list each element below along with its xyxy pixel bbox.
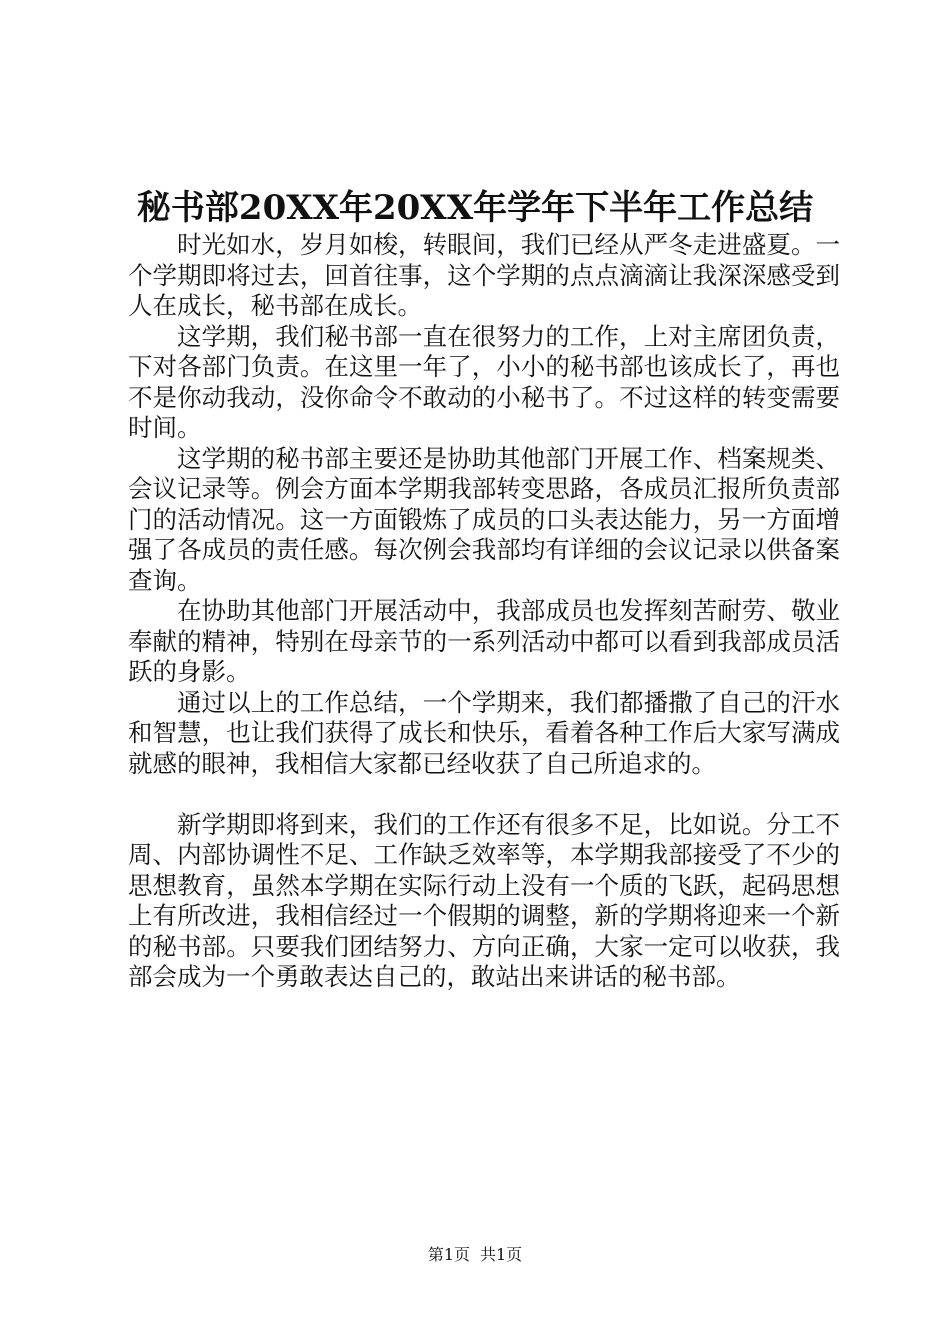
document-title: 秘书部20XX年20XX年学年下半年工作总结 bbox=[136, 188, 814, 228]
paragraph-4: 在协助其他部门开展活动中，我部成员也发挥刻苦耐劳、敬业奉献的精神，特别在母亲节的一系列活动中都可以看到我部成员活跃的身影。 bbox=[128, 596, 840, 686]
document-body bbox=[128, 230, 840, 993]
page-footer bbox=[0, 1244, 950, 1266]
page-number-total: 共1页 bbox=[480, 1245, 523, 1264]
paragraph-6: 新学期即将到来，我们的工作还有很多不足，比如说。分工不周、内部协调性不足、工作缺乏效率等，本学期我部接受了不少的思想教育，虽然本学期在实际行动上没有一个质的飞跃，起码思想上有所改进，我相信经过一个假期的调整，新的学期将迎来一个新的秘书部。只要我们团结努力、方向正确，大家一定可以收获，我部会成为一个勇敢表达自己的，敢站出来讲话的秘书部。 bbox=[128, 809, 840, 991]
page-number-current: 第1页 bbox=[427, 1245, 470, 1264]
paragraph-5: 通过以上的工作总结，一个学期来，我们都播撒了自己的汗水和智慧，也让我们获得了成长和快乐，看着各种工作后大家写满成就感的眼神，我相信大家都已经收获了自己所追求的。 bbox=[128, 687, 840, 778]
paragraph-2: 这学期，我们秘书部一直在很努力的工作，上对主席团负责，下对各部门负责。在这里一年了，小小的秘书部也该成长了，再也不是你动我动，没你命令不敢动的小秘书了。不过这样的转变需要时间。 bbox=[128, 321, 840, 442]
paragraph-1: 时光如水，岁月如梭，转眼间，我们已经从严冬走进盛夏。一个学期即将过去，回首往事，这个学期的点点滴滴让我深深感受到人在成长，秘书部在成长。 bbox=[128, 230, 840, 320]
paragraph-3: 这学期的秘书部主要还是协助其他部门开展工作、档案规类、会议记录等。例会方面本学期我部转变思路，各成员汇报所负责部门的活动情况。这一方面锻炼了成员的口头表达能力，另一方面增强了各成员的责任感。每次例会我部均有详细的会议记录以供备案查询。 bbox=[128, 443, 840, 595]
paragraph-spacer bbox=[128, 779, 840, 810]
